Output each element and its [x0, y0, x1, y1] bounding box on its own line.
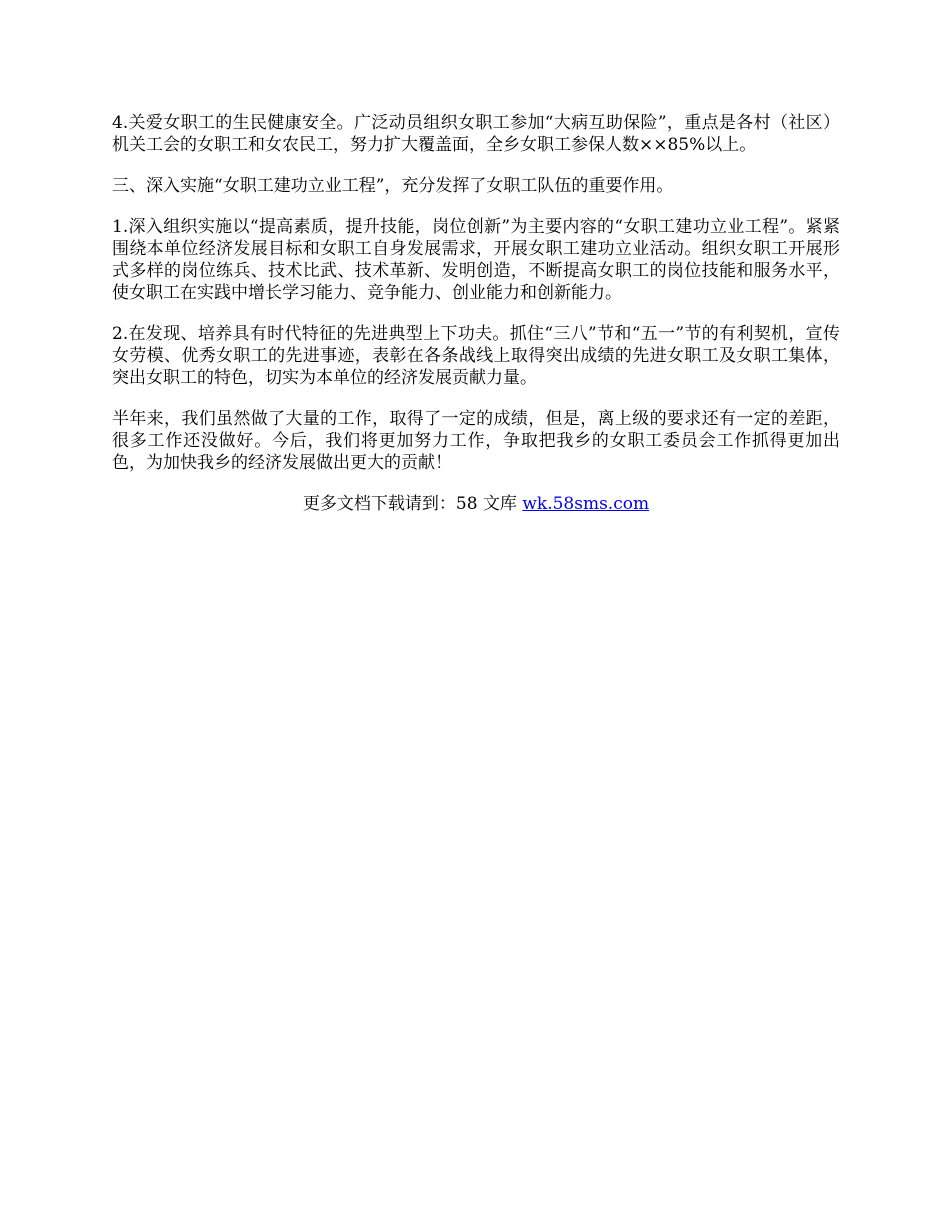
paragraph-advanced-models: 2.在发现、培养具有时代特征的先进典型上下功夫。抓住“三八”节和“五一”节的有利契机，宣传女劳模、优秀女职工的先进事迹，表彰在各条战线上取得突出成绩的先进女职工及女职工集体，突出女职工的特色，切实为本单位的经济发展贡献力量。	[112, 324, 840, 388]
footer-prefix: 更多文档下载请到：58 文库	[302, 494, 523, 514]
section-heading-3: 三、深入实施“女职工建功立业工程”，充分发挥了女职工队伍的重要作用。	[112, 176, 674, 196]
paragraph-care-health: 4.关爱女职工的生民健康安全。广泛动员组织女职工参加“大病互助保险”，重点是各村（社区）机关工会的女职工和女农民工，努力扩大覆盖面，全乡女职工参保人数××85%以上。	[112, 113, 840, 155]
paragraph-summary: 半年来，我们虽然做了大量的工作，取得了一定的成绩，但是，离上级的要求还有一定的差距，很多工作还没做好。今后，我们将更加努力工作，争取把我乡的女职工委员会工作抓得更加出色，为加快我乡的经济发展做出更大的贡献！	[112, 409, 840, 473]
document-page	[112, 112, 840, 515]
paragraph-project-implementation: 1.深入组织实施以“提高素质，提升技能，岗位创新”为主要内容的“女职工建功立业工程”。紧紧围绕本单位经济发展目标和女职工自身发展需求，开展女职工建功立业活动。组织女职工开展形式多样的岗位练兵、技术比武、技术革新、发明创造，不断提高女职工的岗位技能和服务水平，使女职工在实践中增长学习能力、竞争能力、创业能力和创新能力。	[112, 217, 840, 303]
footer-link[interactable]: wk.58sms.com	[522, 494, 650, 514]
download-footer	[112, 493, 840, 515]
